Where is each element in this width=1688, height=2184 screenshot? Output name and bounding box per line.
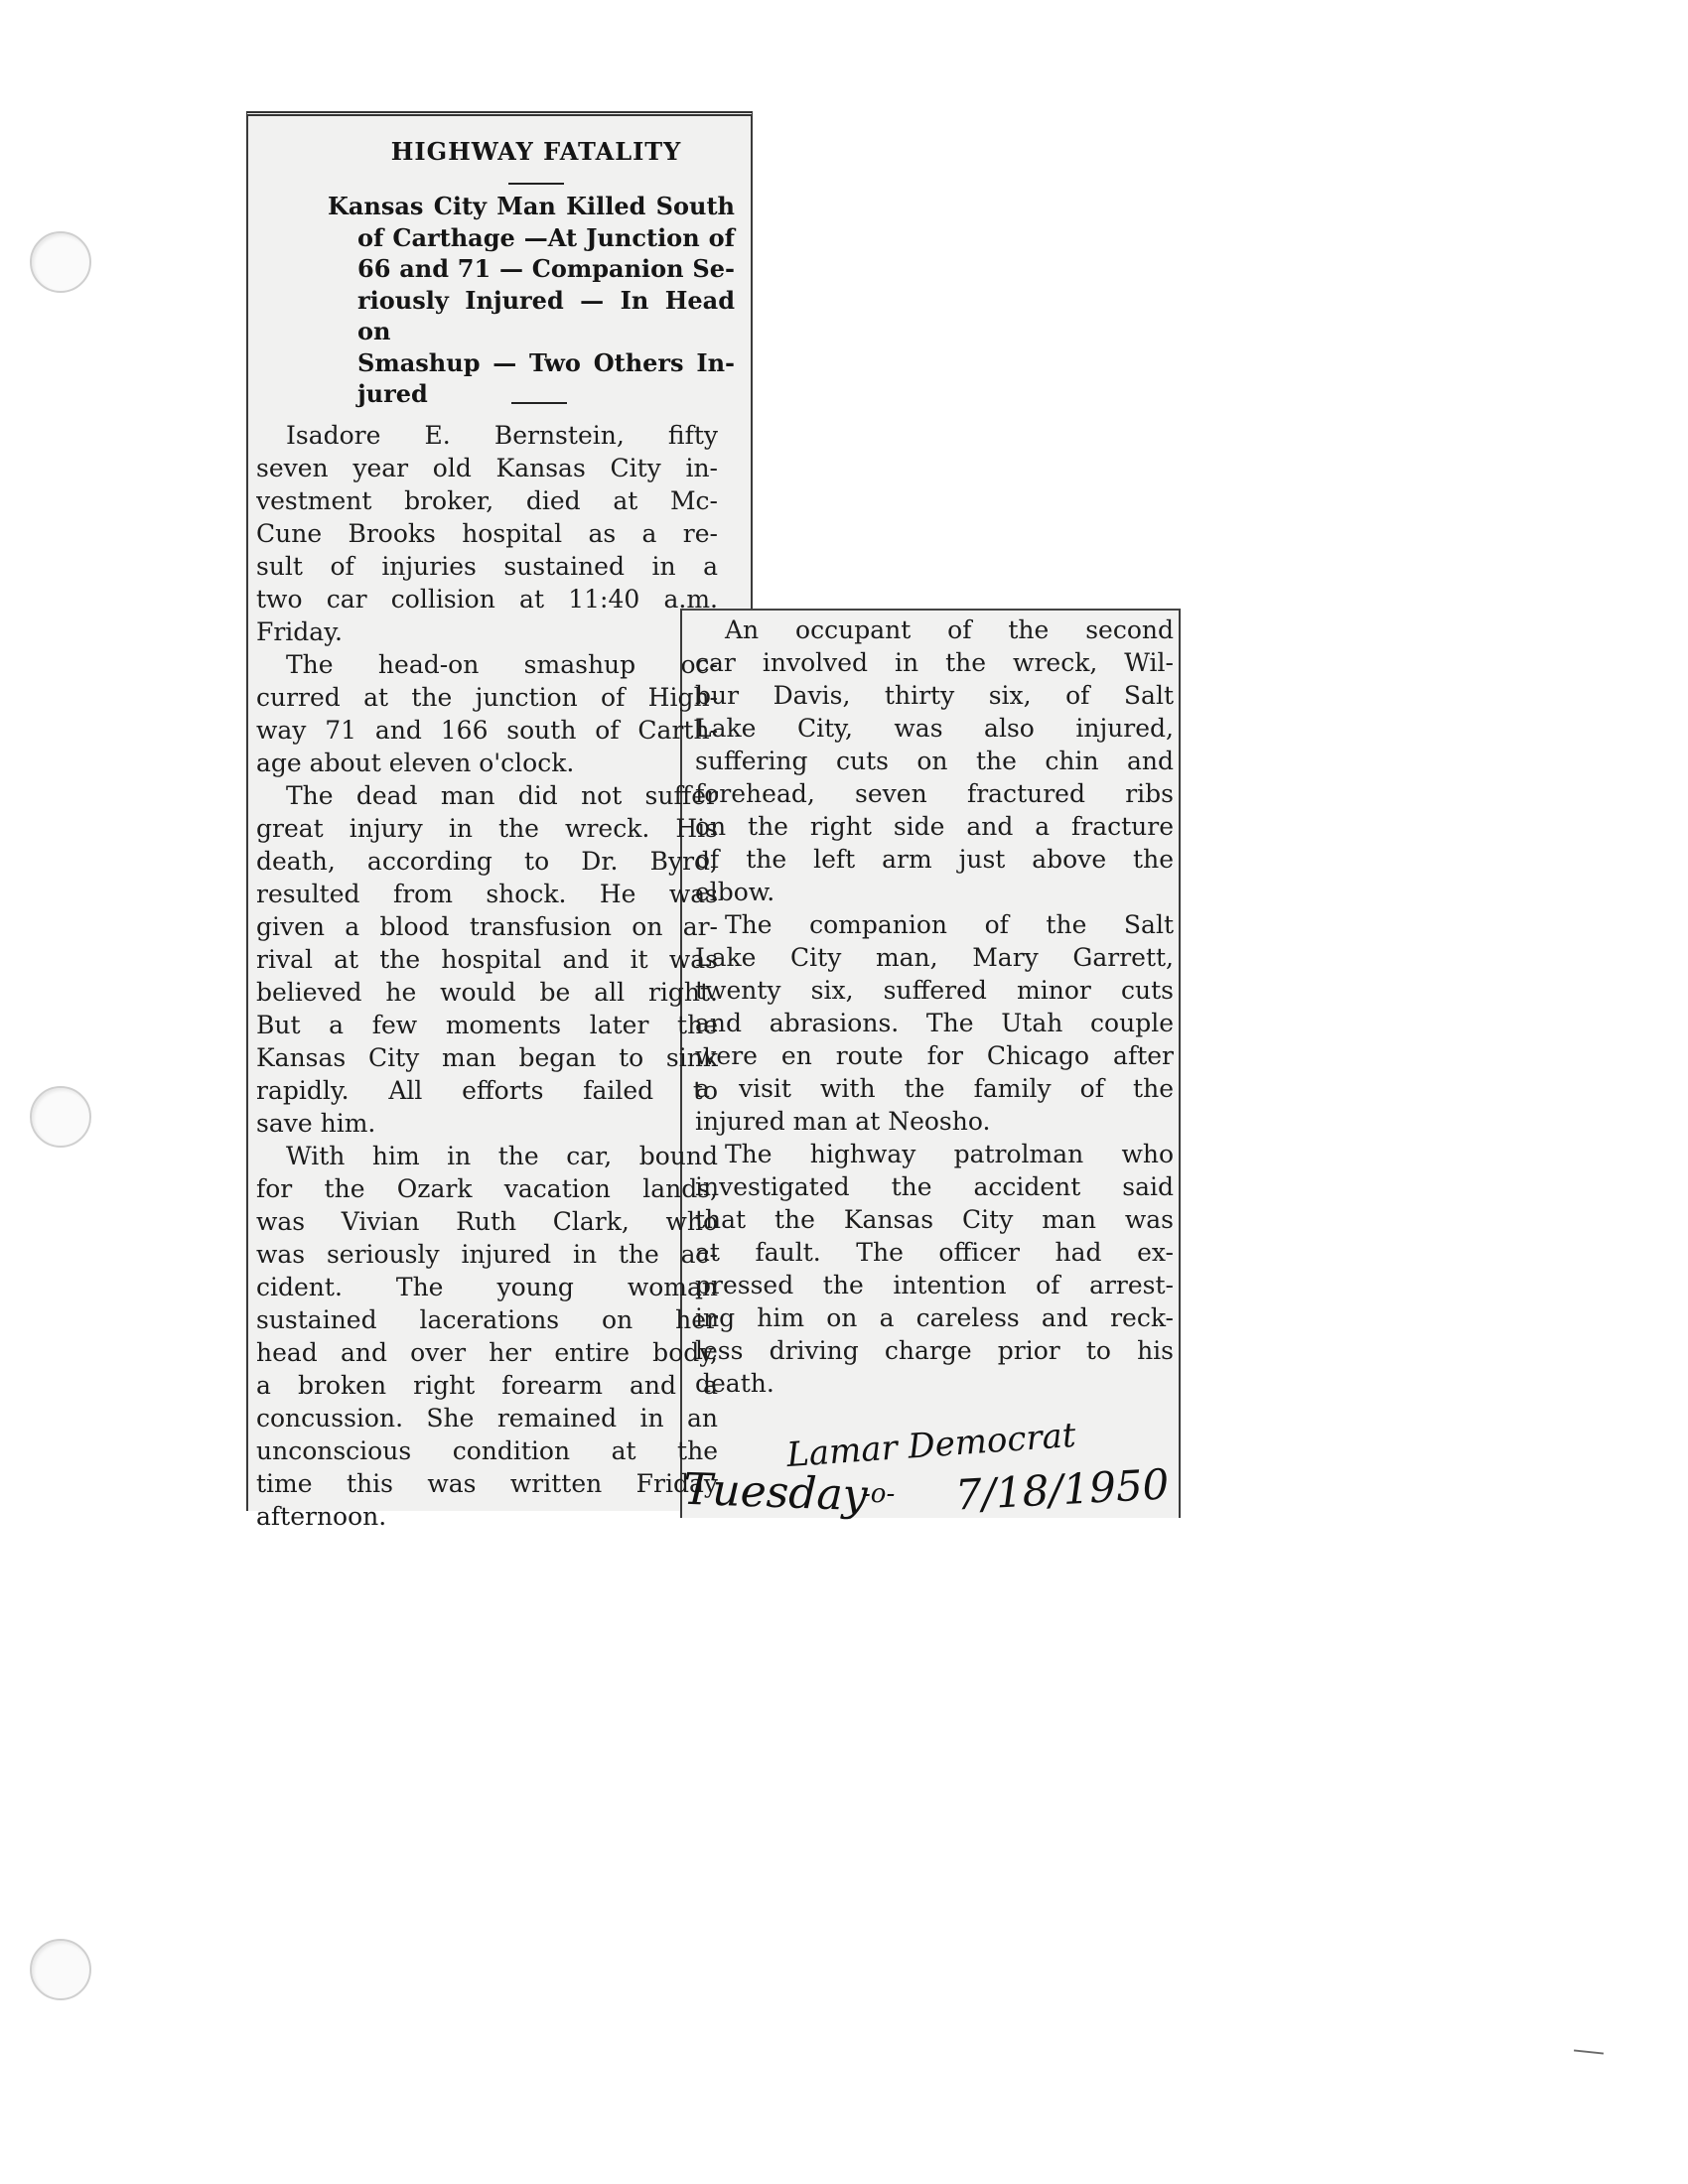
subhead-rule <box>511 402 567 404</box>
article-text-line: given a blood transfusion on ar- <box>256 912 718 941</box>
subhead-line: jured <box>357 379 428 408</box>
article-text-line: age about eleven o'clock. <box>256 749 575 777</box>
article-headline: HIGHWAY FATALITY <box>390 137 682 166</box>
article-text-line: believed he would be all right. <box>256 978 718 1007</box>
article-text-line: investigated the accident said <box>695 1172 1174 1201</box>
article-text-line: bur Davis, thirty six, of Salt <box>695 681 1174 710</box>
article-text-line: rapidly. All efforts failed to <box>256 1076 718 1105</box>
article-text-line: Kansas City man began to sink <box>256 1043 718 1072</box>
handwritten-separator: -o- <box>862 1479 896 1509</box>
article-text-line: forehead, seven fractured ribs <box>695 779 1174 808</box>
article-text-line: death, according to Dr. Byrd, <box>256 847 718 876</box>
article-text-line: But a few moments later the <box>256 1011 718 1039</box>
headline-rule <box>508 183 564 185</box>
scan-mark <box>1574 2049 1604 2054</box>
article-text-line: The dead man did not suffer <box>286 781 718 810</box>
handwritten-day: Tuesday <box>682 1463 869 1522</box>
article-text-line: The companion of the Salt <box>725 910 1174 939</box>
article-text-line: Lake City man, Mary Garrett, <box>695 943 1174 972</box>
binder-hole-top <box>30 231 91 293</box>
article-text-line: The highway patrolman who <box>725 1140 1174 1168</box>
article-text-line: With him in the car, bound <box>286 1142 718 1170</box>
article-text-line: Isadore E. Bernstein, fifty <box>286 421 718 450</box>
article-text-line: Friday. <box>256 617 343 646</box>
article-text-line: less driving charge prior to his <box>695 1336 1174 1365</box>
article-text-line: at fault. The officer had ex- <box>695 1238 1174 1267</box>
binder-hole-bottom <box>30 1939 91 2000</box>
article-text-line: car involved in the wreck, Wil- <box>695 648 1174 677</box>
article-text-line: two car collision at 11:40 a.m. <box>256 585 718 614</box>
subhead-line: of Carthage —At Junction of <box>357 222 735 252</box>
binder-hole-middle <box>30 1086 91 1148</box>
article-text-line: ing him on a careless and reck- <box>695 1303 1174 1332</box>
article-text-line: for the Ozark vacation lands, <box>256 1174 718 1203</box>
subhead-line: 66 and 71 — Companion Se- <box>357 254 735 283</box>
article-text-line: suffering cuts on the chin and <box>695 747 1174 775</box>
article-text-line: Lake City, was also injured, <box>695 714 1174 743</box>
article-text-line: head and over her entire body, <box>256 1338 718 1367</box>
article-text-line: way 71 and 166 south of Carth- <box>256 716 718 745</box>
article-text-line: seven year old Kansas City in- <box>256 454 718 482</box>
article-text-line: twenty six, suffered minor cuts <box>695 976 1174 1005</box>
article-text-line: Cune Brooks hospital as a re- <box>256 519 718 548</box>
article-text-line: cident. The young woman <box>256 1273 718 1301</box>
article-text-line: The head-on smashup oc- <box>286 650 718 679</box>
handwritten-date: 7/18/1950 <box>953 1459 1171 1520</box>
article-text-line: sult of injuries sustained in a <box>256 552 718 581</box>
article-text-line: unconscious condition at the <box>256 1436 718 1465</box>
article-text-line: time this was written Friday <box>256 1469 718 1498</box>
article-text-line: rival at the hospital and it was <box>256 945 718 974</box>
article-text-line: elbow. <box>695 878 775 906</box>
article-left-column <box>256 419 718 1533</box>
subhead-line: Kansas City Man Killed South <box>328 192 735 220</box>
article-text-line: and abrasions. The Utah couple <box>695 1009 1174 1037</box>
article-text-line: save him. <box>256 1109 376 1138</box>
article-text-line: sustained lacerations on her <box>256 1305 718 1334</box>
article-right-column <box>695 614 1174 1400</box>
article-text-line: were en route for Chicago after <box>695 1041 1174 1070</box>
article-text-line: vestment broker, died at Mc- <box>256 486 718 515</box>
article-text-line: concussion. She remained in an <box>256 1404 718 1433</box>
subhead-line: riously Injured — In Head on <box>357 285 735 345</box>
article-text-line: that the Kansas City man was <box>695 1205 1174 1234</box>
article-text-line: a visit with the family of the <box>695 1074 1174 1103</box>
article-text-line: was seriously injured in the ac- <box>256 1240 718 1269</box>
article-text-line: great injury in the wreck. His <box>256 814 718 843</box>
article-text-line: curred at the junction of High- <box>256 683 718 712</box>
article-text-line: An occupant of the second <box>725 615 1174 644</box>
handwritten-source: Lamar Democrat <box>784 1415 1077 1476</box>
article-text-line: afternoon. <box>256 1502 387 1531</box>
article-text-line: resulted from shock. He was <box>256 880 718 908</box>
article-subheadline <box>328 191 735 410</box>
subhead-line: Smashup — Two Others In- <box>357 347 735 377</box>
article-text-line: on the right side and a fracture <box>695 812 1174 841</box>
article-text-line: death. <box>695 1369 774 1398</box>
article-text-line: pressed the intention of arrest- <box>695 1271 1174 1299</box>
article-text-line: was Vivian Ruth Clark, who <box>256 1207 718 1236</box>
article-text-line: injured man at Neosho. <box>695 1107 991 1136</box>
article-text-line: a broken right forearm and a <box>256 1371 718 1400</box>
article-text-line: of the left arm just above the <box>695 845 1174 874</box>
